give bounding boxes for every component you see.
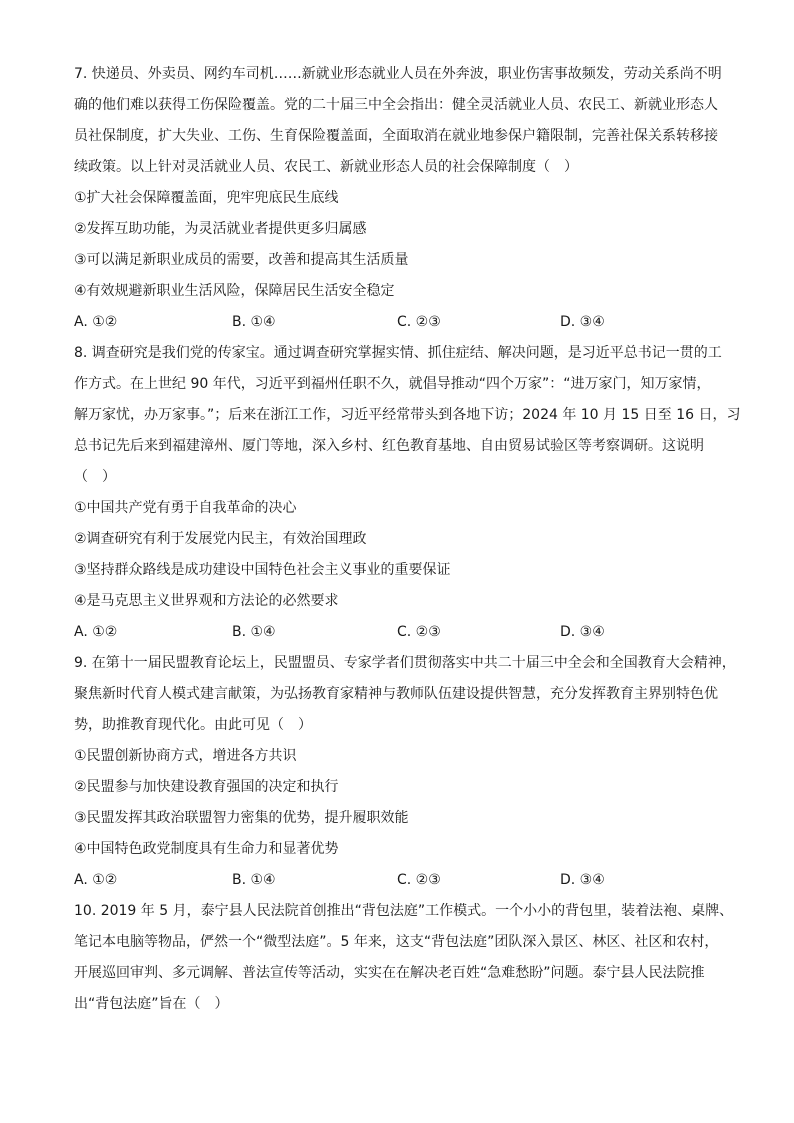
question-7	[74, 64, 724, 343]
option-a: A. ①②	[74, 872, 118, 888]
question-stem-line: （ ）	[74, 469, 116, 485]
question-stem-line: 出“背包法庭”旨在（ ）	[74, 996, 229, 1012]
answer-options	[74, 312, 724, 343]
statement-item: ③可以满足新职业成员的需要，改善和提高其生活质量	[74, 252, 409, 268]
question-stem-line: 7. 快递员、外卖员、网约车司机……新就业形态就业人员在外奔波，职业伤害事故频发，劳动关系尚不明	[74, 66, 722, 82]
statement-item: ②调查研究有利于发展党内民主，有效治国理政	[74, 531, 367, 547]
statement-item: ④有效规避新职业生活风险，保障居民生活安全稳定	[74, 283, 395, 299]
question-stem-line: 员社保制度，扩大失业、工伤、生育保险覆盖面，全面取消在就业地参保户籍限制，完善社保关系转移接	[74, 128, 718, 144]
option-c: C. ②③	[397, 314, 441, 330]
question-stem-line: 势，助推教育现代化。由此可见（ ）	[74, 717, 312, 733]
answer-options	[74, 622, 724, 653]
question-stem-line: 作方式。在上世纪 90 年代，习近平到福州任职不久，就倡导推动“四个万家”：“进万家门，知万家情，	[74, 376, 711, 392]
statement-item: ②民盟参与加快建设教育强国的决定和执行	[74, 779, 339, 795]
option-a: A. ①②	[74, 624, 118, 640]
option-a: A. ①②	[74, 314, 118, 330]
statement-item: ①民盟创新协商方式，增进各方共识	[74, 748, 297, 764]
exam-content	[74, 64, 741, 1025]
option-d: D. ③④	[560, 872, 605, 888]
question-stem-line: 开展巡回审判、多元调解、普法宣传等活动，实实在在解决老百姓“急难愁盼”问题。泰宁县人民法院推	[74, 965, 705, 981]
option-b: B. ①④	[232, 314, 276, 330]
option-c: C. ②③	[397, 872, 441, 888]
statement-item: ③民盟发挥其政治联盟智力密集的优势，提升履职效能	[74, 810, 409, 826]
answer-options	[74, 870, 724, 901]
statement-item: ②发挥互助功能，为灵活就业者提供更多归属感	[74, 221, 367, 237]
option-d: D. ③④	[560, 314, 605, 330]
question-9	[74, 653, 736, 901]
statement-item: ④中国特色政党制度具有生命力和显著优势	[74, 841, 339, 857]
question-10	[74, 901, 734, 1025]
question-stem-line: 笔记本电脑等物品，俨然一个“微型法庭”。5 年来，这支“背包法庭”团队深入景区、林区、社区和农村，	[74, 934, 719, 950]
option-b: B. ①④	[232, 872, 276, 888]
question-stem-line: 8. 调查研究是我们党的传家宝。通过调查研究掌握实情、抓住症结、解决问题，是习近平总书记一贯的工	[74, 345, 722, 361]
question-stem-line: 聚焦新时代育人模式建言献策，为弘扬教育家精神与教师队伍建设提供智慧，充分发挥教育主界别特色优	[74, 686, 718, 702]
question-stem-line: 续政策。以上针对灵活就业人员、农民工、新就业形态人员的社会保障制度（ ）	[74, 159, 578, 175]
option-c: C. ②③	[397, 624, 441, 640]
statement-item: ①中国共产党有勇于自我革命的决心	[74, 500, 297, 516]
question-8	[74, 343, 741, 653]
statement-item: ①扩大社会保障覆盖面，兜牢兜底民生底线	[74, 190, 339, 206]
statement-item: ④是马克思主义世界观和方法论的必然要求	[74, 593, 339, 609]
statement-item: ③坚持群众路线是成功建设中国特色社会主义事业的重要保证	[74, 562, 451, 578]
option-b: B. ①④	[232, 624, 276, 640]
question-stem-line: 解万家忧，办万家事。”；后来在浙江工作，习近平经常带头到各地下访；2024 年 10 月 15 日至 16 日，习	[74, 407, 741, 423]
question-stem-line: 10. 2019 年 5 月，泰宁县人民法院首创推出“背包法庭”工作模式。一个小小的背包里，装着法袍、桌牌、	[74, 903, 734, 919]
question-stem-line: 总书记先后来到福建漳州、厦门等地，深入乡村、红色教育基地、自由贸易试验区等考察调研。这说明	[74, 438, 704, 454]
question-stem-line: 确的他们难以获得工伤保险覆盖。党的二十届三中全会指出：健全灵活就业人员、农民工、新就业形态人	[74, 97, 718, 113]
question-stem-line: 9. 在第十一届民盟教育论坛上，民盟盟员、专家学者们贯彻落实中共二十届三中全会和全国教育大会精神，	[74, 655, 736, 671]
option-d: D. ③④	[560, 624, 605, 640]
